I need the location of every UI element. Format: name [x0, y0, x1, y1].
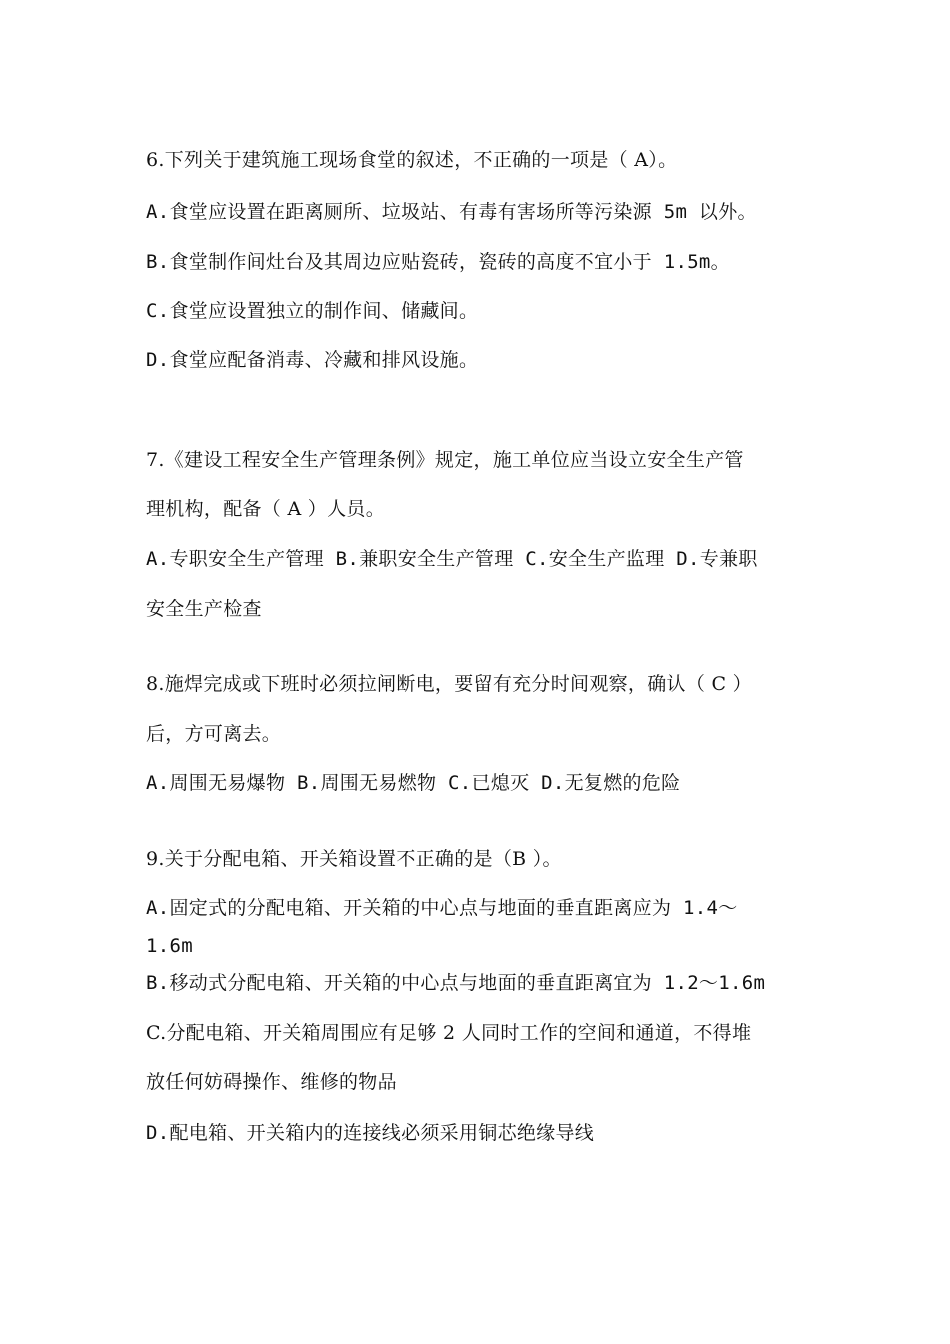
question-8-options: A.周围无易爆物 B.周围无易燃物 C.已熄灭 D.无复燃的危险 — [146, 772, 681, 794]
question-7-options: A.专职安全生产管理 B.兼职安全生产管理 C.安全生产监理 D.专兼职 — [146, 548, 758, 570]
question-6-option-c: C.食堂应设置独立的制作间、储藏间。 — [146, 300, 479, 322]
question-7-options-cont: 安全生产检查 — [146, 598, 262, 620]
question-9-option-c: C.分配电箱、开关箱周围应有足够 2 人同时工作的空间和通道，不得堆 — [146, 1022, 752, 1044]
question-6-option-b: B.食堂制作间灶台及其周边应贴瓷砖，瓷砖的高度不宜小于 1.5m。 — [146, 251, 730, 273]
question-6-option-a: A.食堂应设置在距离厕所、垃圾站、有毒有害场所等污染源 5m 以外。 — [146, 201, 757, 223]
question-6-option-d: D.食堂应配备消毒、冷藏和排风设施。 — [146, 349, 479, 371]
question-7-stem-cont: 理机构，配备（ A ）人员。 — [146, 498, 386, 520]
question-9-option-c-cont: 放任何妨碍操作、维修的物品 — [146, 1071, 397, 1093]
question-9-option-d: D.配电箱、开关箱内的连接线必须采用铜芯绝缘导线 — [146, 1122, 595, 1144]
question-9-option-a-cont: 1.6m — [146, 935, 193, 957]
question-7-stem: 7.《建设工程安全生产管理条例》规定，施工单位应当设立安全生产管 — [146, 449, 744, 471]
question-9-option-b: B.移动式分配电箱、开关箱的中心点与地面的垂直距离宜为 1.2～1.6m — [146, 972, 766, 994]
question-9-stem: 9.关于分配电箱、开关箱设置不正确的是（B ）。 — [146, 848, 562, 870]
question-8-stem-cont: 后，方可离去。 — [146, 723, 282, 745]
question-6-stem: 6.下列关于建筑施工现场食堂的叙述，不正确的一项是（ A）。 — [146, 149, 678, 171]
question-8-stem: 8.施焊完成或下班时必须拉闸断电，要留有充分时间观察，确认（ C ） — [146, 673, 752, 695]
question-9-option-a: A.固定式的分配电箱、开关箱的中心点与地面的垂直距离应为 1.4～ — [146, 897, 738, 919]
